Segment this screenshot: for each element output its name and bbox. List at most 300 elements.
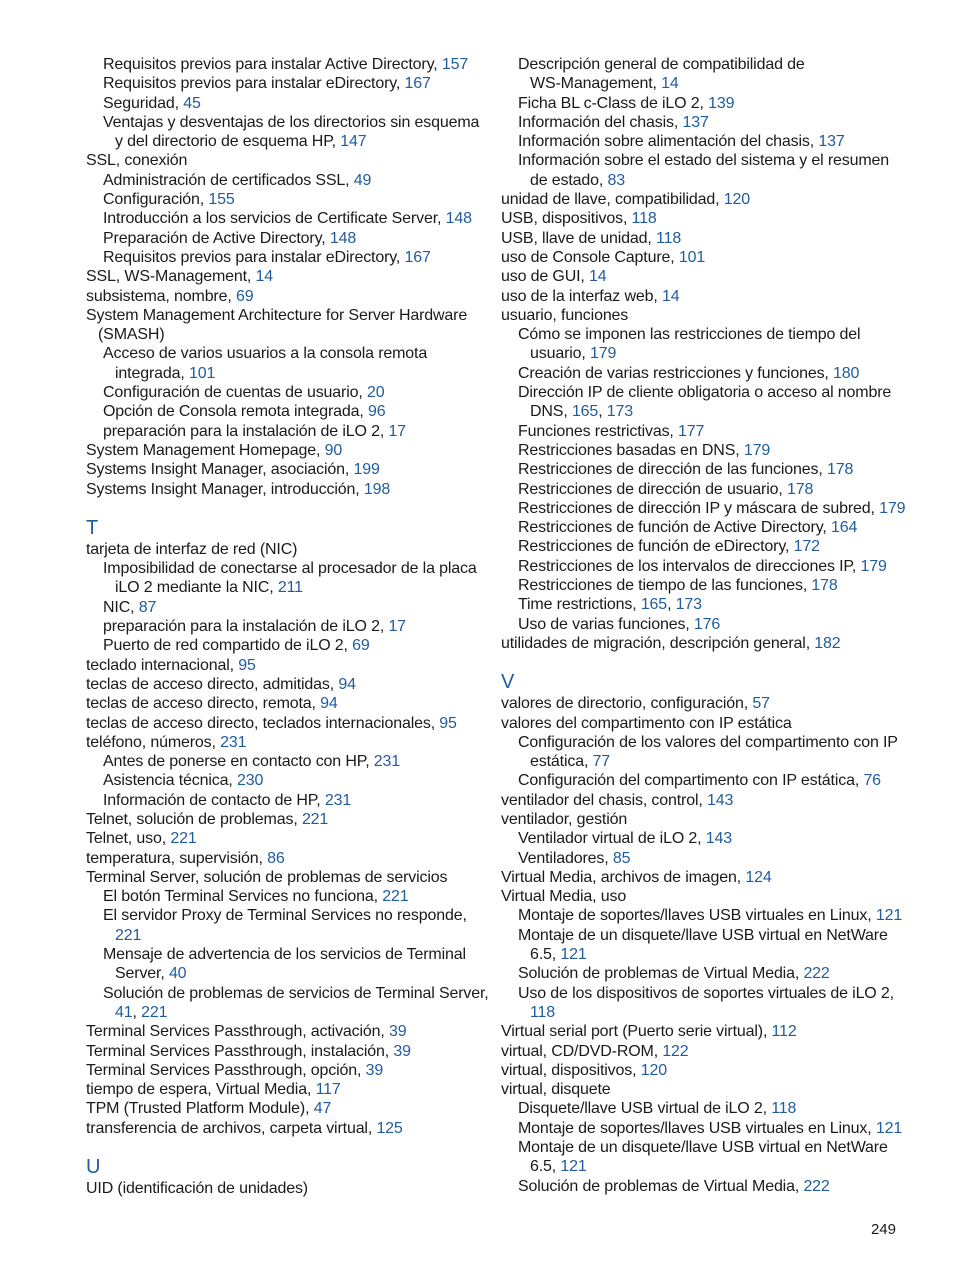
page-reference-link[interactable]: 147 xyxy=(340,133,367,151)
entry-text: Restricciones de tiempo de las funciones, xyxy=(518,577,808,595)
index-subentry xyxy=(86,617,486,636)
page-reference-link[interactable]: 86 xyxy=(267,849,285,867)
entry-text: Restricciones de dirección de usuario, xyxy=(518,480,783,498)
page-reference-link[interactable]: 14 xyxy=(661,75,679,93)
entry-text: Restricciones de función de Active Directory, xyxy=(518,519,827,537)
entry-text: Terminal Services Passthrough, activación, xyxy=(86,1023,385,1041)
index-subentry xyxy=(501,94,901,113)
index-entry xyxy=(86,306,486,325)
page-reference-link[interactable]: 118 xyxy=(771,1100,797,1118)
page-reference-link[interactable]: 17 xyxy=(388,618,406,636)
page-reference-link[interactable]: 122 xyxy=(662,1042,689,1060)
index-subentry xyxy=(86,344,486,363)
page-reference-link[interactable]: 143 xyxy=(706,791,734,809)
page-reference-link[interactable]: 177 xyxy=(678,422,705,440)
entry-text: Configuración del compartimento con IP estática, xyxy=(518,772,860,790)
entry-text: Montaje de un disquete/llave USB virtual en NetWare xyxy=(518,1139,888,1157)
index-subentry xyxy=(501,480,901,499)
index-entry xyxy=(86,810,486,829)
page-reference-link[interactable]: 14 xyxy=(661,287,680,305)
entry-text: Systems Insight Manager, asociación, xyxy=(86,461,350,479)
page-reference-link[interactable]: 178 xyxy=(826,461,854,479)
page-reference-link[interactable]: 221 xyxy=(382,888,409,906)
entry-text: El servidor Proxy de Terminal Services no responde, xyxy=(103,907,467,925)
index-subentry xyxy=(501,113,901,132)
entry-text: USB, llave de unidad, xyxy=(501,229,652,247)
entry-text: Configuración de los valores del compartimento con IP xyxy=(518,733,898,751)
index-subentry xyxy=(86,248,486,267)
page-reference-link[interactable]: 120 xyxy=(723,191,751,209)
entry-text: Disquete/llave USB virtual de iLO 2, xyxy=(518,1100,767,1118)
index-entry xyxy=(86,733,486,752)
index-subentry xyxy=(86,94,486,113)
page-reference-link[interactable]: 179 xyxy=(860,557,887,575)
index-entry xyxy=(86,1061,486,1080)
page-reference-link[interactable]: 221 xyxy=(170,830,197,848)
entry-text: UID (identificación de unidades) xyxy=(86,1180,308,1198)
entry-text: uso de la interfaz web, xyxy=(501,287,658,305)
entry-text: valores del compartimento con IP estática xyxy=(501,714,792,732)
entry-text: Información del chasis, xyxy=(518,113,679,131)
entry-text: preparación para la instalación de iLO 2, xyxy=(103,618,385,636)
index-subentry xyxy=(86,55,486,74)
page-number: 249 xyxy=(870,1221,896,1238)
entry-text: Configuración de cuentas de usuario, xyxy=(103,384,363,402)
index-subentry xyxy=(501,733,901,752)
page-reference-link[interactable]: 101 xyxy=(678,248,706,266)
index-subentry xyxy=(86,171,486,190)
entry-text: Ventajas y desventajas de los directorios sin esquema xyxy=(103,113,480,131)
index-entry xyxy=(86,1080,486,1099)
page-reference-link[interactable]: 125 xyxy=(376,1119,403,1137)
index-subentry xyxy=(501,151,901,170)
entry-text: usuario, xyxy=(530,345,586,363)
page-reference-link[interactable]: 47 xyxy=(313,1100,332,1118)
page-reference-link[interactable]: 173 xyxy=(606,403,634,421)
page-reference-link[interactable]: 221 xyxy=(115,926,142,944)
index-subentry xyxy=(86,984,489,1003)
page-reference-link[interactable]: 198 xyxy=(363,480,391,498)
entry-text: WS-Management, xyxy=(530,75,657,93)
page-reference-link[interactable]: 94 xyxy=(320,695,338,713)
entry-text: 6.5, xyxy=(530,1158,557,1176)
page-reference-link[interactable]: 120 xyxy=(640,1061,667,1079)
entry-text: Opción de Consola remota integrada, xyxy=(103,403,364,421)
entry-text: TPM (Trusted Platform Module), xyxy=(86,1100,310,1118)
index-entry xyxy=(86,694,486,713)
index-entry xyxy=(86,1179,486,1198)
page-reference-link[interactable]: 41 xyxy=(115,1003,133,1021)
entry-text: System Management Architecture for Server Hardware xyxy=(86,306,468,324)
page-reference-link[interactable]: 101 xyxy=(188,364,216,382)
entry-text: Mensaje de advertencia de los servicios de Terminal xyxy=(103,946,466,964)
entry-text: System Management Homepage, xyxy=(86,441,321,459)
entry-text: Acceso de varios usuarios a la consola remota xyxy=(103,345,428,363)
page-reference-link[interactable]: 17 xyxy=(388,422,406,440)
index-entry xyxy=(86,675,486,694)
index-entry xyxy=(501,1080,901,1099)
page-reference-link[interactable]: 14 xyxy=(589,268,607,286)
page-reference-link[interactable]: 180 xyxy=(833,364,860,382)
index-subentry xyxy=(86,964,486,983)
index-subentry xyxy=(86,771,486,790)
index-entry xyxy=(501,209,901,228)
entry-text: iLO 2 mediante la NIC, xyxy=(115,579,274,597)
entry-text: Información sobre el estado del sistema y el resumen xyxy=(518,152,890,170)
index-column-left xyxy=(86,55,489,1198)
index-subentry xyxy=(501,1157,901,1176)
index-subentry xyxy=(501,829,901,848)
entry-text: subsistema, nombre, xyxy=(86,287,232,305)
index-entry xyxy=(86,656,486,675)
page-reference-link[interactable]: 94 xyxy=(338,675,356,693)
index-entry xyxy=(501,267,901,286)
entry-text: Terminal Server, solución de problemas de servicios xyxy=(86,868,448,886)
index-entry xyxy=(86,829,486,848)
entry-text: de estado, xyxy=(530,171,604,189)
page-reference-link[interactable]: 20 xyxy=(366,384,385,402)
entry-text: USB, dispositivos, xyxy=(501,210,628,228)
page-reference-link[interactable]: 69 xyxy=(235,287,254,305)
entry-text: tarjeta de interfaz de red (NIC) xyxy=(86,540,298,558)
entry-text: integrada, xyxy=(115,364,185,382)
page-reference-link[interactable]: 222 xyxy=(803,965,830,983)
page-reference-link[interactable]: 179 xyxy=(743,441,771,459)
entry-text: (SMASH) xyxy=(98,326,165,344)
index-entry xyxy=(86,151,486,170)
index-entry xyxy=(501,714,901,733)
page-reference-link[interactable]: 49 xyxy=(353,171,372,189)
index-subentry xyxy=(501,499,906,518)
index-entry xyxy=(501,306,901,325)
index-entry xyxy=(86,460,486,479)
entry-text: Restricciones de función de eDirectory, xyxy=(518,538,790,556)
index-subentry xyxy=(86,402,486,421)
entry-text: Dirección IP de cliente obligatoria o acceso al nombre xyxy=(518,384,892,402)
page-reference-link[interactable]: 83 xyxy=(607,171,626,189)
entry-text: Información sobre alimentación del chasis, xyxy=(518,133,815,151)
index-entry xyxy=(86,1042,486,1061)
entry-text: y del directorio de esquema HP, xyxy=(115,133,336,151)
entry-text: Telnet, solución de problemas, xyxy=(86,810,298,828)
index-subentry xyxy=(501,964,901,983)
page-reference-link[interactable]: 121 xyxy=(560,946,587,964)
entry-text: Virtual Media, archivos de imagen, xyxy=(501,868,742,886)
index-subentry xyxy=(501,1138,901,1157)
index-subentry xyxy=(86,190,486,209)
entry-text: utilidades de migración, descripción general, xyxy=(501,634,810,652)
entry-text: Uso de varias funciones, xyxy=(518,615,690,633)
page-reference-link[interactable]: 231 xyxy=(220,733,247,751)
entry-text: teclas de acceso directo, teclados internacionales, xyxy=(86,714,435,732)
page-reference-link[interactable]: 211 xyxy=(277,579,303,597)
index-subentry xyxy=(501,1119,901,1138)
entry-text: El botón Terminal Services no funciona, xyxy=(103,888,378,906)
page-reference-link[interactable]: 39 xyxy=(393,1042,411,1060)
entry-text: Imposibilidad de conectarse al procesador de la placa xyxy=(103,560,477,578)
entry-text: teclado internacional, xyxy=(86,656,234,674)
entry-text: unidad de llave, compatibilidad, xyxy=(501,191,720,209)
entry-text: teléfono, números, xyxy=(86,733,216,751)
entry-text: ventilador del chasis, control, xyxy=(501,791,703,809)
entry-text: Montaje de soportes/llaves USB virtuales en Linux, xyxy=(518,907,872,925)
entry-text: Requisitos previos para instalar eDirectory, xyxy=(103,75,401,93)
index-entry xyxy=(501,1042,901,1061)
entry-text: temperatura, supervisión, xyxy=(86,849,263,867)
index-subentry xyxy=(86,74,486,93)
index-subentry xyxy=(501,849,901,868)
page-reference-link[interactable]: 164 xyxy=(830,519,858,537)
index-subentry xyxy=(86,559,486,578)
index-subentry xyxy=(501,537,901,556)
entry-text: Seguridad, xyxy=(103,94,179,112)
entry-text: usuario, funciones xyxy=(501,306,629,324)
page-reference-link[interactable]: 179 xyxy=(590,345,617,363)
entry-text: Solución de problemas de Virtual Media, xyxy=(518,965,800,983)
page-reference-link[interactable]: 118 xyxy=(656,229,682,247)
index-entry xyxy=(501,887,901,906)
index-subentry xyxy=(501,441,901,460)
page-reference-link[interactable]: 96 xyxy=(368,403,386,421)
page-reference-link[interactable]: 230 xyxy=(236,772,264,790)
entry-text: Telnet, uso, xyxy=(86,830,167,848)
page-reference-link[interactable]: 95 xyxy=(238,656,256,674)
page-reference-link[interactable]: 155 xyxy=(208,191,235,209)
page-reference-link[interactable]: 172 xyxy=(793,538,820,556)
page-reference-link[interactable]: 178 xyxy=(786,480,814,498)
entry-text: 6.5, xyxy=(530,946,557,964)
entry-text: Descripción general de compatibilidad de xyxy=(518,56,805,73)
page-reference-link[interactable]: 199 xyxy=(353,461,380,479)
index-entry xyxy=(501,791,901,810)
page-reference-link[interactable]: 39 xyxy=(365,1061,384,1079)
index-entry xyxy=(86,540,486,559)
page-reference-link[interactable]: 222 xyxy=(803,1177,830,1195)
index-subentry xyxy=(86,636,486,655)
index-subentry xyxy=(501,74,901,93)
page-reference-link[interactable]: 148 xyxy=(445,210,472,228)
entry-text: Configuración, xyxy=(103,191,205,209)
page-reference-link[interactable]: 57 xyxy=(752,695,770,713)
entry-text: Preparación de Active Directory, xyxy=(103,229,326,247)
index-subentry xyxy=(501,926,901,945)
entry-text: Restricciones de dirección de las funciones, xyxy=(518,461,823,479)
page-reference-link[interactable]: 178 xyxy=(811,577,838,595)
index-subentry xyxy=(501,460,901,479)
page-reference-link[interactable]: 112 xyxy=(771,1023,797,1041)
entry-text: Administración de certificados SSL, xyxy=(103,171,350,189)
index-subentry xyxy=(501,518,901,537)
entry-text: uso de Console Capture, xyxy=(501,248,675,266)
index-subentry xyxy=(501,945,901,964)
index-entry xyxy=(501,190,901,209)
page-reference-link[interactable]: 176 xyxy=(693,615,721,633)
page-reference-link[interactable]: 45 xyxy=(183,94,201,112)
index-subentry xyxy=(501,557,901,576)
index-entry xyxy=(86,441,486,460)
entry-text: virtual, disquete xyxy=(501,1081,611,1099)
index-subentry xyxy=(501,615,901,634)
index-subentry xyxy=(501,364,901,383)
entry-text: valores de directorio, configuración, xyxy=(501,695,749,713)
entry-text: Terminal Services Passthrough, instalación, xyxy=(86,1042,390,1060)
entry-text: Ficha BL c-Class de iLO 2, xyxy=(518,94,704,112)
index-entry xyxy=(86,868,486,887)
page-reference-link[interactable]: 221 xyxy=(141,1003,168,1021)
index-entry xyxy=(501,1061,901,1080)
index-subentry xyxy=(501,771,901,790)
entry-text: Asistencia técnica, xyxy=(103,772,233,790)
entry-text: Funciones restrictivas, xyxy=(518,422,674,440)
index-subentry xyxy=(501,752,901,771)
index-subentry xyxy=(86,598,486,617)
page-reference-link[interactable]: 139 xyxy=(708,94,735,112)
index-subentry xyxy=(86,887,486,906)
entry-text: preparación para la instalación de iLO 2, xyxy=(103,422,385,440)
index-subentry xyxy=(501,55,901,74)
page-reference-link[interactable]: 69 xyxy=(352,637,370,655)
entry-text: Restricciones basadas en DNS, xyxy=(518,441,740,459)
index-entry xyxy=(501,810,901,829)
index-entry xyxy=(86,287,486,306)
entry-text: teclas de acceso directo, remota, xyxy=(86,695,316,713)
index-subentry xyxy=(86,132,486,151)
index-subentry xyxy=(86,926,486,945)
index-subentry: DNS, 165, 173 xyxy=(530,403,634,421)
page-reference-link[interactable]: 137 xyxy=(682,113,709,131)
entry-text: NIC, xyxy=(103,598,135,616)
entry-text: Requisitos previos para instalar eDirectory, xyxy=(103,248,401,266)
index-subentry xyxy=(501,422,901,441)
index-subentry xyxy=(501,1003,901,1022)
page-reference-link[interactable]: 157 xyxy=(441,56,469,73)
page-reference-link[interactable]: 87 xyxy=(138,598,157,616)
index-entry xyxy=(501,868,901,887)
page-reference-link[interactable]: 124 xyxy=(745,868,772,886)
page-reference-link[interactable]: 143 xyxy=(705,830,733,848)
entry-text: tiempo de espera, Virtual Media, xyxy=(86,1081,312,1099)
index-letter-heading: T xyxy=(86,516,99,539)
entry-text: estática, xyxy=(530,753,589,771)
index-subentry xyxy=(86,578,486,597)
entry-text: virtual, dispositivos, xyxy=(501,1061,637,1079)
page-reference-link[interactable]: 231 xyxy=(373,753,401,771)
index-subentry xyxy=(86,209,486,228)
entry-text: Restricciones de los intervalos de direcciones IP, xyxy=(518,557,857,575)
index-entry xyxy=(501,634,901,653)
index-entry xyxy=(86,1099,486,1118)
entry-text: Solución de problemas de servicios de Terminal Server, xyxy=(103,984,489,1002)
index-subentry xyxy=(501,132,901,151)
page-reference-link[interactable]: 137 xyxy=(818,133,845,151)
index-subentry xyxy=(501,171,901,190)
index-subentry xyxy=(501,344,901,363)
index-subentry xyxy=(86,229,486,248)
entry-text: DNS, xyxy=(530,403,568,421)
index-subentry xyxy=(501,984,901,1003)
page-reference-link[interactable]: 167 xyxy=(404,75,431,93)
page-reference-link[interactable]: 118 xyxy=(631,210,657,228)
page-reference-link[interactable]: 179 xyxy=(879,499,906,517)
index-subentry: 41, 221 xyxy=(115,1003,168,1021)
index-letter-heading: U xyxy=(86,1156,101,1179)
entry-text: Puerto de red compartido de iLO 2, xyxy=(103,637,348,655)
index-entry xyxy=(86,1119,486,1138)
index-subentry xyxy=(501,576,901,595)
index-entry xyxy=(501,694,901,713)
entry-text: Systems Insight Manager, introducción, xyxy=(86,480,360,498)
entry-text: teclas de acceso directo, admitidas, xyxy=(86,675,335,693)
page-reference-link[interactable]: 77 xyxy=(592,753,611,771)
index-subentry: Time restrictions, 165, 173 xyxy=(518,596,702,614)
entry-text: Montaje de soportes/llaves USB virtuales en Linux, xyxy=(518,1119,872,1137)
index-subentry xyxy=(86,422,486,441)
entry-text: Virtual Media, uso xyxy=(501,888,627,906)
entry-text: Solución de problemas de Virtual Media, xyxy=(518,1177,800,1195)
page-reference-link[interactable]: 165 xyxy=(571,403,599,421)
page-reference-link[interactable]: 95 xyxy=(439,714,457,732)
index-subentry xyxy=(501,325,901,344)
page-reference-link[interactable]: 165 xyxy=(640,596,668,614)
entry-text: Requisitos previos para instalar Active Directory, xyxy=(103,56,438,73)
entry-text: Montaje de un disquete/llave USB virtual en NetWare xyxy=(518,926,888,944)
index-entry xyxy=(501,287,901,306)
index-entry xyxy=(86,849,486,868)
index-subentry xyxy=(86,752,486,771)
entry-text: Virtual serial port (Puerto serie virtual), xyxy=(501,1023,768,1041)
index-subentry xyxy=(86,906,486,925)
page-reference-link[interactable]: 121 xyxy=(560,1158,587,1176)
page-reference-link[interactable]: 14 xyxy=(255,268,274,286)
page-reference-link[interactable]: 118 xyxy=(530,1003,556,1021)
page-reference-link[interactable]: 39 xyxy=(389,1023,407,1041)
page-reference-link[interactable]: 121 xyxy=(875,1119,903,1137)
entry-text: Introducción a los servicios de Certificate Server, xyxy=(103,210,442,228)
page-reference-link[interactable]: 85 xyxy=(612,849,631,867)
entry-text: Restricciones de dirección IP y máscara de subred, xyxy=(518,499,875,517)
index-subentry xyxy=(501,906,901,925)
page-reference-link[interactable]: 182 xyxy=(814,634,841,652)
index-entry xyxy=(86,480,486,499)
page-reference-link[interactable]: 173 xyxy=(675,596,702,614)
index-subentry xyxy=(86,113,486,132)
entry-text: Ventilador virtual de iLO 2, xyxy=(518,830,702,848)
index-letter-heading: V xyxy=(501,671,515,694)
page-reference-link[interactable]: 221 xyxy=(301,810,329,828)
entry-text: SSL, conexión xyxy=(86,152,188,170)
entry-text: Server, xyxy=(115,965,165,983)
index-entry xyxy=(86,267,486,286)
page-reference-link[interactable]: 231 xyxy=(324,791,352,809)
entry-text: Uso de los dispositivos de soportes virtuales de iLO 2, xyxy=(518,984,894,1002)
entry-text: Antes de ponerse en contacto con HP, xyxy=(103,753,370,771)
page-reference-link[interactable]: 76 xyxy=(863,772,881,790)
entry-text: Terminal Services Passthrough, opción, xyxy=(86,1061,362,1079)
index-subentry xyxy=(501,383,901,402)
entry-text: Información de contacto de HP, xyxy=(103,791,321,809)
page-reference-link[interactable]: 90 xyxy=(324,441,343,459)
entry-text: SSL, WS-Management, xyxy=(86,268,252,286)
page-reference-link[interactable]: 40 xyxy=(168,965,187,983)
page-reference-link[interactable]: 148 xyxy=(329,229,357,247)
page-reference-link[interactable]: 121 xyxy=(875,907,903,925)
page-reference-link[interactable]: 167 xyxy=(404,248,431,266)
index-subentry xyxy=(501,1099,901,1118)
index-entry xyxy=(86,325,486,344)
entry-text: uso de GUI, xyxy=(501,268,585,286)
page-reference-link[interactable]: 117 xyxy=(315,1081,341,1099)
entry-text: Cómo se imponen las restricciones de tiempo del xyxy=(518,326,861,344)
